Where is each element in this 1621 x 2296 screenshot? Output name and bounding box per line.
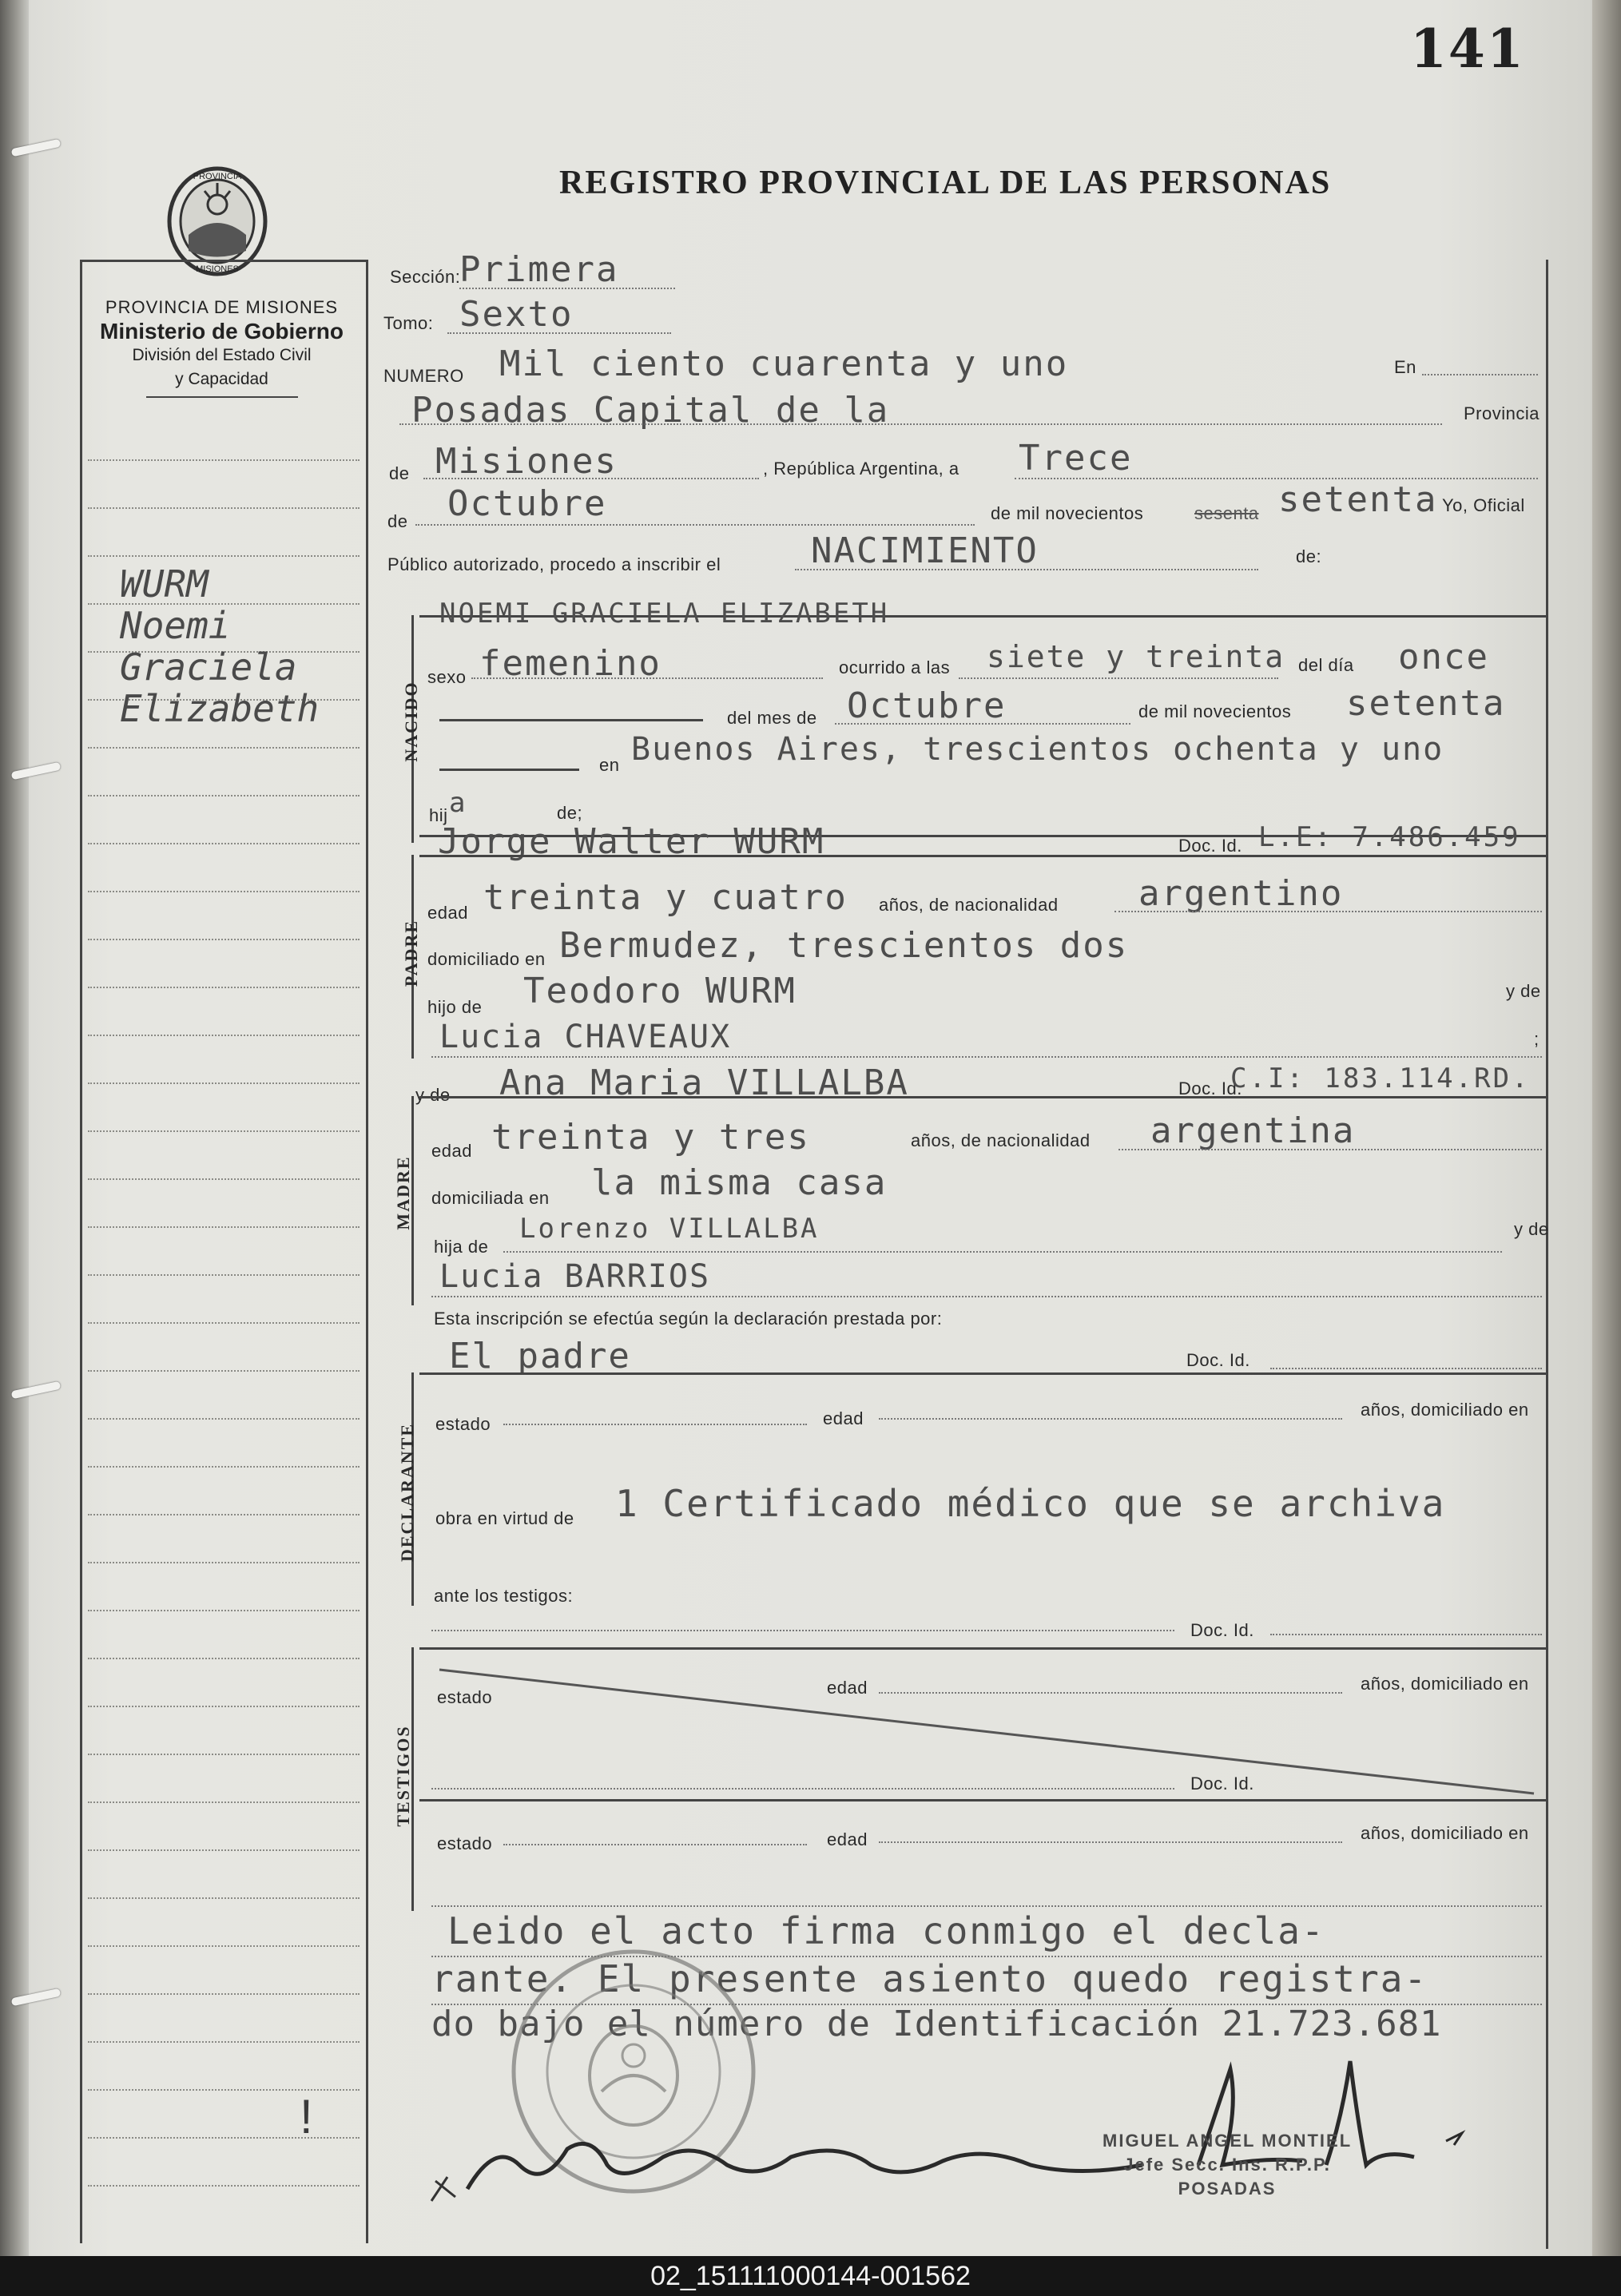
mother-nacionalidad-value: argentina	[1150, 1110, 1356, 1151]
field-line	[795, 569, 1258, 570]
margin-ruled-line	[88, 1801, 360, 1803]
margin-ruled-line	[88, 1130, 360, 1132]
dash-line	[439, 769, 579, 771]
en-label: En	[1394, 357, 1416, 377]
margin-ruled-line	[88, 1562, 360, 1563]
field-line	[1270, 1368, 1542, 1369]
hora-value: siete y treinta	[987, 639, 1285, 674]
anio-label: de mil novecientos	[1138, 701, 1292, 721]
margin-third-name: Elizabeth	[120, 687, 320, 730]
father-name: Jorge Walter WURM	[438, 821, 825, 862]
margin-ruled-line	[88, 843, 360, 844]
margin-ruled-line	[88, 1897, 360, 1899]
field-line	[1270, 1634, 1542, 1635]
margin-ruled-line	[88, 459, 360, 461]
hijo-label: hij	[429, 805, 448, 825]
semicolon-label: ;	[1534, 1029, 1540, 1049]
place-value: Posadas Capital de la	[411, 390, 890, 431]
republica-label: , República Argentina, a	[763, 459, 959, 479]
book-binding	[0, 0, 29, 2256]
field-line	[503, 1424, 807, 1425]
margin-ruled-line	[88, 1945, 360, 1947]
act-type-value: NACIMIENTO	[811, 530, 1039, 571]
dia-label: del día	[1298, 655, 1354, 675]
declarante-section-label: DECLARANTE	[397, 1422, 417, 1563]
official-role: Jefe Secc. Ins. R.P.P.	[1123, 2155, 1331, 2175]
struck-year-value: sesenta	[1194, 503, 1259, 523]
mother-domicilio-value: la misma casa	[591, 1162, 888, 1203]
nacido-full-name: NOEMI GRACIELA ELIZABETH	[439, 598, 890, 630]
padre-section-label: PADRE	[401, 919, 421, 987]
margin-ruled-line	[88, 1226, 360, 1228]
margin-ruled-line	[88, 555, 360, 557]
field-line	[423, 478, 759, 479]
field-line	[879, 1418, 1342, 1420]
obra-value: 1 Certificado médico que se archiva	[615, 1482, 1446, 1525]
declaracion-intro-label: Esta inscripción se efectúa según la declaración prestada por:	[434, 1309, 943, 1329]
mother-doc-label: Doc. Id.	[1178, 1078, 1242, 1098]
father-doc-value: L.E: 7.486.459	[1258, 821, 1521, 853]
father-nacionalidad-value: argentino	[1138, 873, 1344, 914]
declarante-estado-label: estado	[435, 1414, 491, 1434]
dash-line	[439, 719, 703, 721]
signatures-icon	[423, 2045, 1542, 2205]
field-line	[1015, 478, 1538, 479]
father-edad-label: edad	[427, 903, 468, 923]
margin-ruled-line	[88, 1035, 360, 1036]
closing-line-3: do bajo el número de Identificación 21.723.681	[431, 2004, 1442, 2044]
testigo2-edad-label: edad	[827, 1829, 868, 1849]
margin-ruled-line	[88, 2089, 360, 2091]
margin-ruled-line	[88, 2137, 360, 2139]
father-nacionalidad-label: años, de nacionalidad	[879, 895, 1059, 915]
field-line	[399, 423, 1442, 425]
testigo2-anos-label: años, domiciliado en	[1361, 1823, 1529, 1843]
section-rule	[419, 1799, 1546, 1801]
numero-label: NUMERO	[383, 366, 464, 386]
field-line	[459, 288, 675, 289]
field-line	[431, 1905, 1542, 1907]
father-parent-label: hijo de	[427, 997, 483, 1017]
closing-line-1: Leido el acto firma conmigo el decla-	[447, 1909, 1325, 1952]
tomo-value: Sexto	[459, 294, 574, 335]
margin-ruled-line	[88, 1322, 360, 1324]
testigo-doc-label: Doc. Id.	[1190, 1620, 1254, 1640]
mother-domicilio-label: domiciliada en	[431, 1188, 550, 1208]
paternal-grandmother-value: Lucia CHAVEAUX	[439, 1019, 732, 1055]
father-domicilio-label: domiciliado en	[427, 949, 546, 969]
margin-ruled-line	[88, 1849, 360, 1851]
official-city: POSADAS	[1178, 2179, 1277, 2199]
testigo1-doc-label: Doc. Id.	[1190, 1774, 1254, 1794]
mother-doc-value: C.I: 183.114.RD.	[1230, 1063, 1531, 1094]
mother-name: Ana Maria VILLALBA	[499, 1063, 909, 1103]
nacido-section-label: NACIDO	[401, 681, 421, 762]
field-line	[879, 1841, 1342, 1843]
margin-ruled-line	[88, 1514, 360, 1515]
margin-ruled-line	[88, 1754, 360, 1755]
official-name: MIGUEL ANGEL MONTIEL	[1103, 2131, 1353, 2151]
mes-label: del mes de	[727, 708, 817, 728]
margin-ruled-line	[88, 1466, 360, 1468]
mother-edad-label: edad	[431, 1141, 472, 1161]
margin-surname: WURM	[120, 562, 209, 606]
margin-ruled-line	[88, 1082, 360, 1084]
page-edge	[1592, 0, 1621, 2256]
margin-middle-name: Graciela	[120, 646, 297, 689]
official-stamp	[1103, 2129, 1352, 2201]
madre-section-label: MADRE	[393, 1155, 413, 1230]
declarante-edad-label: edad	[823, 1408, 864, 1428]
year-prefix-label: de mil novecientos	[991, 503, 1144, 523]
margin-ruled-line	[88, 1178, 360, 1180]
en-label-2: en	[599, 755, 620, 775]
field-line	[503, 1844, 807, 1845]
field-line	[431, 1630, 1174, 1631]
oficial-label: Yo, Oficial	[1442, 495, 1525, 515]
margin-ruled-line	[88, 1370, 360, 1372]
section-rule	[419, 1096, 1546, 1098]
margin-ruled-line	[88, 939, 360, 940]
mother-nacionalidad-label: años, de nacionalidad	[911, 1130, 1091, 1150]
mother-parent-label: hija de	[434, 1237, 489, 1257]
testigos-section-label: TESTIGOS	[393, 1725, 413, 1827]
mother-edad-value: treinta y tres	[491, 1117, 810, 1158]
section-rule	[419, 1372, 1546, 1375]
margin-first-name: Noemi	[120, 604, 231, 647]
margin-ruled-line	[88, 2041, 360, 2043]
field-line	[835, 723, 1130, 725]
margin-ruled-line	[88, 891, 360, 892]
province-label: PROVINCIA DE MISIONES	[105, 297, 339, 317]
father-yde-label: y de	[1506, 981, 1541, 1001]
dia-value: once	[1398, 637, 1489, 677]
margin-ruled-line	[88, 1418, 360, 1420]
de-colon-label: de:	[1296, 546, 1322, 566]
seccion-label: Sección:	[390, 267, 461, 287]
birth-place-value: Buenos Aires, trescientos ochenta y uno	[631, 731, 1444, 768]
maternal-grandmother-value: Lucia BARRIOS	[439, 1258, 711, 1295]
field-line	[503, 1251, 1502, 1253]
publico-label: Público autorizado, procedo a inscribir el	[387, 554, 721, 574]
paternal-grandfather-value: Teodoro WURM	[523, 971, 797, 1011]
hijo-value: a	[449, 787, 467, 819]
emblem-bottom-text: MISIONES	[196, 264, 239, 274]
margin-ruled-line	[88, 507, 360, 509]
margin-ruled-line	[88, 1658, 360, 1659]
mes-value: Octubre	[847, 685, 1007, 726]
page-number: 141	[1410, 18, 1525, 80]
seccion-value: Primera	[459, 249, 619, 290]
numero-value: Mil ciento cuarenta y uno	[499, 344, 1069, 384]
declarante-value: El padre	[449, 1336, 631, 1376]
field-line	[431, 1056, 1542, 1058]
sexo-value: femenino	[479, 643, 662, 684]
division-label-2: y Capacidad	[175, 370, 268, 388]
ministry-label: Ministerio de Gobierno	[100, 319, 344, 344]
anio-value: setenta	[1346, 683, 1506, 724]
father-doc-label: Doc. Id.	[1178, 836, 1242, 856]
sexo-label: sexo	[427, 667, 467, 687]
section-rule	[419, 855, 1546, 857]
field-line	[431, 1788, 1174, 1790]
field-line	[1114, 911, 1542, 912]
field-line	[447, 332, 671, 334]
field-line	[879, 1692, 1342, 1694]
margin-ruled-line	[88, 1993, 360, 1995]
declarante-doc-label: Doc. Id.	[1186, 1350, 1250, 1370]
document-title: REGISTRO PROVINCIAL DE LAS PERSONAS	[559, 165, 1332, 201]
testigo1-estado-label: estado	[437, 1687, 493, 1707]
mother-yde-label: y de	[415, 1085, 451, 1105]
margin-ruled-line	[88, 1610, 360, 1611]
margin-ruled-line	[88, 795, 360, 796]
maternal-grandfather-value: Lorenzo VILLALBA	[519, 1213, 820, 1245]
closing-line-2: rante. El presente asiento quedo registra-	[431, 1957, 1428, 2000]
field-line	[431, 1296, 1542, 1297]
month-value: Octubre	[447, 483, 607, 524]
image-id-footer: 02_151111000144-001562	[0, 2256, 1621, 2296]
division-label: División del Estado Civil	[132, 346, 312, 364]
provincia-label: Provincia	[1464, 403, 1540, 423]
testigo1-anos-label: años, domiciliado en	[1361, 1674, 1529, 1694]
de-label-2: de	[387, 511, 408, 531]
year-value: setenta	[1278, 479, 1438, 520]
field-line	[959, 677, 1278, 679]
ministry-block	[80, 296, 364, 398]
margin-mark: ǃ	[300, 2090, 313, 2143]
field-line	[1118, 1149, 1542, 1150]
field-line	[1422, 374, 1538, 375]
margin-ruled-line	[88, 987, 360, 988]
de-semicolon-label: de;	[557, 803, 583, 823]
margin-ruled-line	[88, 2185, 360, 2187]
emblem-top-text: PROVINCIA	[193, 172, 242, 181]
ante-testigos-label: ante los testigos:	[434, 1586, 574, 1606]
field-line	[415, 524, 975, 526]
testigo1-edad-label: edad	[827, 1678, 868, 1698]
section-rule	[419, 1647, 1546, 1650]
ocurrido-label: ocurrido a las	[839, 657, 951, 677]
de-label: de	[389, 463, 410, 483]
obra-label: obra en virtud de	[435, 1508, 574, 1528]
divider	[146, 396, 298, 398]
field-line	[471, 677, 823, 679]
margin-ruled-line	[88, 747, 360, 749]
margin-ruled-line	[88, 1274, 360, 1276]
father-edad-value: treinta y cuatro	[483, 877, 848, 918]
mother-yde-label-2: y de	[1514, 1219, 1549, 1239]
tomo-label: Tomo:	[383, 313, 434, 333]
day-value: Trece	[1019, 438, 1133, 479]
province-value: Misiones	[435, 441, 618, 482]
father-domicilio-value: Bermudez, trescientos dos	[559, 925, 1129, 966]
margin-ruled-line	[88, 1706, 360, 1707]
testigo2-estado-label: estado	[437, 1833, 493, 1853]
margin-name-note	[120, 563, 319, 729]
declarante-anos-label: años, domiciliado en	[1361, 1400, 1529, 1420]
